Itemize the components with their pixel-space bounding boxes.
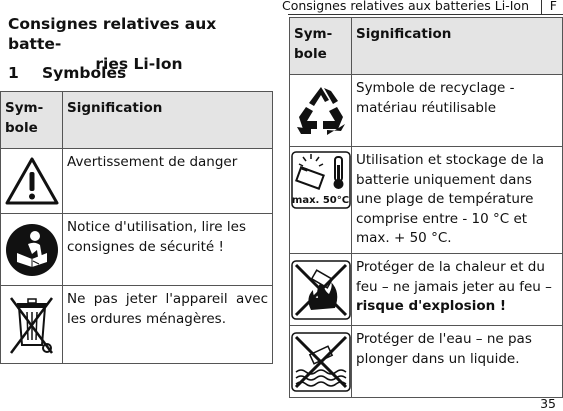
symbol-cell [290, 326, 352, 398]
warning-triangle-icon [1, 149, 62, 213]
symbol-cell [290, 75, 352, 147]
header-separator [541, 0, 542, 14]
symbol-cell [290, 254, 352, 326]
meaning-column-header: Signification [63, 92, 273, 149]
table-row [290, 254, 563, 326]
page-title-line-2: ries Li-Ion [95, 55, 183, 73]
table-header-row [290, 18, 563, 75]
symbol-cell [1, 286, 63, 364]
read-manual-icon [1, 214, 62, 285]
no-fire-icon [290, 254, 351, 325]
symbols-table-right [289, 17, 563, 398]
meaning-cell: Symbole de recyclage - matériau réutilisable [352, 75, 563, 147]
page-number: 35 [540, 396, 556, 411]
symbol-cell [290, 147, 352, 254]
explosion-warning: risque d'explosion ! [356, 298, 507, 314]
meaning-cell: Notice d'utilisation, lire les consignes de sécurité ! [63, 214, 273, 286]
table-row [290, 326, 563, 398]
symbol-cell [1, 149, 63, 214]
battery-temperature-icon [290, 147, 351, 253]
table-row [290, 75, 563, 147]
meaning-column-header: Signification [352, 18, 563, 75]
table-row [1, 214, 273, 286]
table-row [290, 147, 563, 254]
symbol-cell [1, 214, 63, 286]
header-rule [288, 14, 563, 15]
running-title: Consignes relatives aux batteries Li-Ion [282, 0, 529, 13]
battery-temperature-label: max. 50°C [291, 195, 350, 206]
section-number: 1 [8, 64, 19, 82]
section-heading [8, 64, 126, 82]
table-row [1, 286, 273, 364]
symbol-column-header: Sym-bole [1, 92, 63, 149]
recycle-icon [290, 75, 351, 146]
meaning-cell: Utilisation et stockage de la batterie uniquement dans une plage de température comprise entre - 10 °C et max. + 50 °C. [352, 147, 563, 254]
crossed-out-bin-icon [1, 286, 62, 363]
symbols-table-left [0, 91, 273, 364]
no-water-icon [290, 326, 351, 397]
meaning-cell: Protéger de l'eau – ne pas plonger dans un liquide. [352, 326, 563, 398]
table-row [1, 149, 273, 214]
table-header-row [1, 92, 273, 149]
symbol-column-header: Sym-bole [290, 18, 352, 75]
meaning-cell: Avertissement de danger [63, 149, 273, 214]
meaning-cell: Ne pas jeter l'appareil avec les ordures ménagères. [63, 286, 273, 364]
meaning-cell: Protéger de la chaleur et du feu – ne jamais jeter au feu – risque d'explosion ! [352, 254, 563, 326]
section-title: Symboles [42, 64, 127, 82]
language-letter: F [549, 0, 557, 13]
page-title-line-1: Consignes relatives aux batte- [8, 15, 217, 53]
